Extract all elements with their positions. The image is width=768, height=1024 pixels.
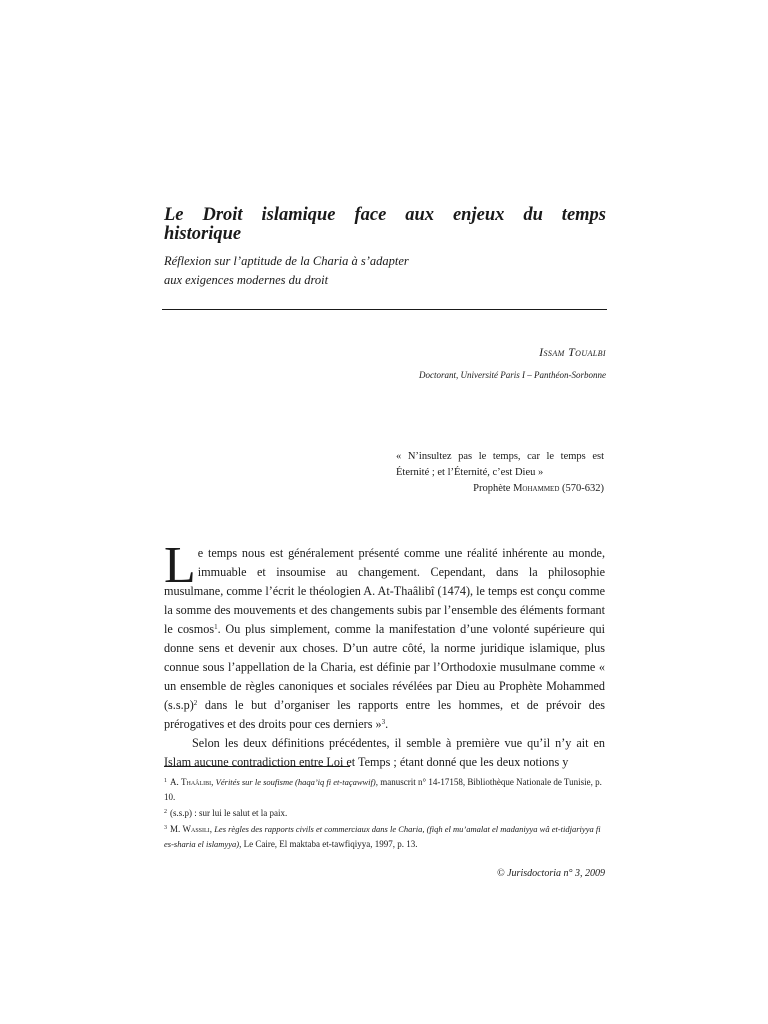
attribution-prefix: Prophète <box>473 483 514 494</box>
footnotes <box>164 774 605 852</box>
subtitle-line-1: Réflexion sur l’aptitude de la Charia à s’adapter <box>164 254 409 268</box>
epigraph <box>396 449 604 497</box>
paragraph-1-part-c: dans le but d’organiser les rapports entre les hommes, et de prévoir des prérogatives et des droits pour ces derniers » <box>164 698 605 731</box>
footnote-ref-1[interactable]: 1 <box>214 623 218 631</box>
footnote-ref-2[interactable]: 2 <box>193 699 198 707</box>
footnote-rest: , manuscrit n° 14-17158, Bibliothèque Nationale de Tunisie, p. 10. <box>164 777 602 802</box>
footnote-text: (s.s.p) : sur lui le salut et la paix. <box>170 808 288 818</box>
footnote <box>164 821 605 852</box>
footnote-number: 3 <box>164 825 167 831</box>
author-name <box>539 345 606 360</box>
page-footer: © Jurisdoctoria n° 3, 2009 <box>497 868 605 879</box>
article-title: Le Droit islamique face aux enjeux du temps historique <box>164 205 606 244</box>
footnote-ref-3[interactable]: 3 <box>381 718 386 726</box>
footnote-author-initial: A. <box>170 777 181 787</box>
attribution-dates: (570-632) <box>559 483 604 494</box>
epigraph-quote: « N’insultez pas le temps, car le temps est Éternité ; et l’Éternité, c’est Dieu » <box>396 451 604 478</box>
paragraph-1-part-a: e temps nous est généralement présenté comme une réalité inhérente au monde, immuable et insoumise au changement. Cependant, dans la philosophie musulmane, comme l’écrit le théologien A. At-Thaâlibî (1474), le temps est conçu comme la somme des mouvements et des changements subis par l’ensemble des éléments formant le cosmos <box>164 546 605 636</box>
footnote <box>164 805 605 821</box>
body-text <box>164 537 606 772</box>
epigraph-attribution <box>396 481 604 497</box>
footnotes-divider <box>164 766 350 767</box>
footnote-separator: , <box>211 777 216 787</box>
drop-cap: L <box>164 537 196 594</box>
footnote-separator: , <box>209 824 215 834</box>
footnote-author-initial: M. <box>170 824 183 834</box>
subtitle-line-2: aux exigences modernes du droit <box>164 273 329 287</box>
footnote-author-name: Wassili <box>182 824 210 834</box>
footnote-number: 2 <box>164 809 167 815</box>
footnote-title: Les règles des rapports civils et commerciaux dans le Charia, (fiqh el mu’amalat el madaniyya wâ et-tidjariyya fi es-sharia el islamyya) <box>164 824 601 849</box>
author-name-text: Issam Toualbi <box>539 345 606 359</box>
title-divider <box>162 309 607 310</box>
paragraph-1-part-b: . Ou plus simplement, comme la manifestation d’une volonté supérieure qui donne sens et devenir aux choses. D’un autre côté, la norme juridique islamique, plus connue sous l’appellation de la Charia, est définie par l’Orthodoxie musulmane comme « un ensemble de règles canoniques et sociales révélées par Dieu au Prophète Mohammed (s.s.p) <box>164 622 606 712</box>
article-subtitle <box>164 252 606 290</box>
footnote-author-name: Thaâlibi <box>181 777 212 787</box>
paragraph-1-part-d: . <box>385 717 389 731</box>
attribution-name: Mohammed <box>513 483 560 494</box>
paragraph-1 <box>164 537 606 734</box>
paragraph-2: Selon les deux définitions précédentes, il semble à première vue qu’il n’y ait en Islam aucune contradiction entre Loi et Temps ; étant donné que les deux notions y <box>164 736 605 769</box>
footnote <box>164 774 605 805</box>
footnote-title: Vérités sur le soufisme (haqa’iq fi et-taçawwif) <box>215 777 376 787</box>
footnote-rest: , Le Caire, El maktaba et-tawfiqiyya, 1997, p. 13. <box>239 839 418 849</box>
author-affiliation: Doctorant, Université Paris I – Panthéon-Sorbonne <box>419 370 606 380</box>
footnote-number: 1 <box>164 778 167 784</box>
